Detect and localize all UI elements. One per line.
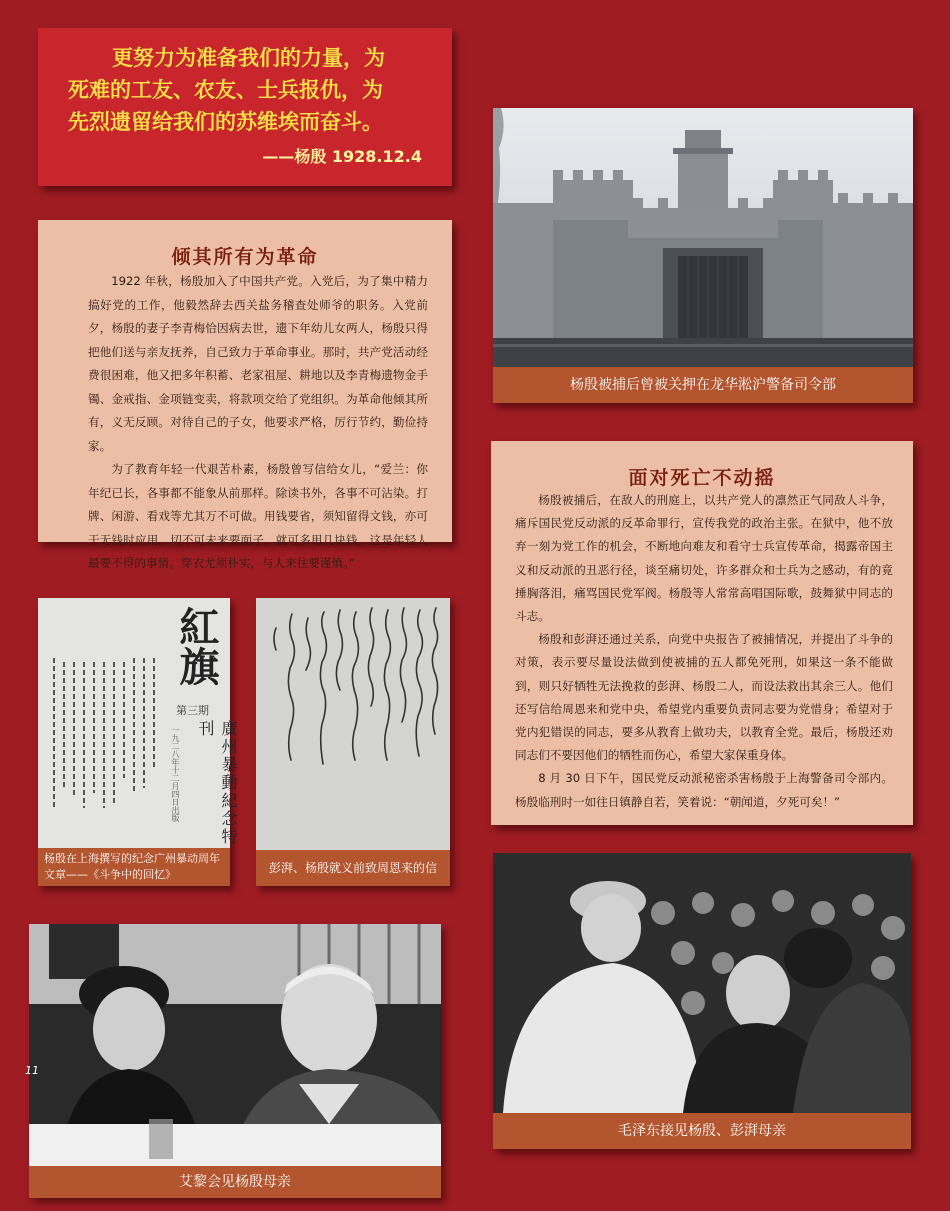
panel-body: [88, 270, 428, 576]
panel-title: 面对死亡不动摇: [628, 467, 776, 489]
magazine-masthead: 紅旗: [173, 606, 220, 686]
mao-photo: [493, 853, 911, 1113]
mao-meeting-image: [493, 853, 911, 1113]
paragraph: 杨殷和彭湃还通过关系，向党中央报告了被捕情况，并提出了斗争的对策，表示要尽量设法做到使被捕的五人都免死刑，如果这一条不能做到，则只好牺牲无法挽救的彭湃、杨殷二人，而设法救出其余三人。他们还写信给周恩来和党中央，希望党内重要负责同志要为党惜身；希望对于党内犯错误的同志，要多从教育上做功夫，以教育全党。最后，杨殷还劝同志们不要因他们的牺牲而伤心，希望大家保重身体。: [515, 632, 893, 763]
paragraph: 8 月 30 日下午，国民党反动派秘密杀害杨殷于上海警备司令部内。杨殷临刑时一如往日镇静自若，笑着说：“朝闻道，夕死可矣！”: [515, 771, 893, 809]
magazine-text-columns: [44, 618, 164, 838]
quote-line-3: 先烈遗留给我们的苏维埃而奋斗。: [68, 110, 383, 134]
handwritten-letter-image: [256, 598, 450, 850]
panel-body: [515, 489, 893, 814]
mao-caption: 毛泽东接见杨殷、彭湃母亲: [493, 1113, 911, 1149]
panel-title: 倾其所有为革命: [171, 246, 319, 268]
page-number: 11: [25, 1064, 39, 1077]
aili-photo: [29, 924, 441, 1166]
prison-building-image: [493, 108, 913, 367]
quote-line-2: 死难的工友、农友、士兵报仇，为: [68, 78, 383, 102]
magazine-feature-title: 廣州暴動紀念特刊: [196, 720, 238, 846]
paragraph: 杨殷被捕后，在敌人的刑庭上，以共产党人的凛然正气同敌人斗争，痛斥国民党反动派的反革命罪行，宣传我党的政治主张。在狱中，他不放弃一刻为党工作的机会，不断地向难友和看守士兵宣传革命，揭露帝国主义和反动派的丑恶行径，谈至痛切处，许多群众和士兵为之感动，有的竟捶胸落泪，痛骂国民党军阀。杨殷等人常常高唱国际歌，鼓舞狱中同志的斗志。: [515, 493, 893, 624]
magazine-issue: 第三期: [176, 704, 209, 717]
letter-caption: 彭湃、杨殷就义前致周恩来的信: [256, 850, 450, 886]
letter-photo-frame: [256, 598, 450, 886]
paragraph: 为了教育年轻一代艰苦朴素，杨殷曾写信给女儿，“爱兰：你年纪已长，各事都不能象从前那样。除读书外，各事不可沾染。打牌、闲游、看戏等尤其万不可做。用钱要省，须知留得文钱，亦可于无钱时应用。切不可未来要面子，就可多用几块钱。这是年轻人最要不得的事情。穿衣尤须朴实，与人来往要谨慎。”: [88, 462, 428, 570]
magazine-caption: 杨殷在上海撰写的纪念广州暴动周年文章——《斗争中的回忆》: [38, 848, 230, 886]
magazine-date: 一九二八年十二月四日出版: [171, 726, 180, 822]
quote-line-1: 更努力为准备我们的力量，为: [112, 46, 385, 70]
prison-photo-frame: [493, 108, 913, 403]
quote-signature: ——杨殷 1928.12.4: [262, 147, 422, 166]
magazine-photo: [38, 598, 238, 848]
aili-meeting-image: [29, 924, 441, 1166]
letter-photo: [256, 598, 450, 850]
magazine-photo-frame: [38, 598, 238, 886]
prison-photo: [493, 108, 913, 367]
quote-box: [38, 28, 452, 186]
prison-caption: 杨殷被捕后曾被关押在龙华淞沪警备司令部: [493, 367, 913, 403]
revolution-panel: [38, 220, 452, 570]
paragraph: 1922 年秋，杨殷加入了中国共产党。入党后，为了集中精力搞好党的工作，他毅然辞去西关盐务稽查处师爷的职务。入党前夕，杨殷的妻子李青梅恰因病去世，遗下年幼儿女两人，杨殷只得把他们送与亲友抚养，自己致力于革命事业。那时，共产党活动经费很困难，他又把多年积蓄、老家祖屋、耕地以及李青梅遗物金手镯、金戒指、金项链变卖，将款项交给了党组织。为革命他倾其所有，义无反顾。对待自己的子女，他要求严格，厉行节约，勤俭持家。: [88, 274, 428, 453]
death-panel: [491, 441, 913, 825]
aili-photo-frame: [25, 924, 441, 1198]
aili-caption: 艾黎会见杨殷母亲: [29, 1166, 441, 1198]
mao-photo-frame: [493, 853, 911, 1149]
